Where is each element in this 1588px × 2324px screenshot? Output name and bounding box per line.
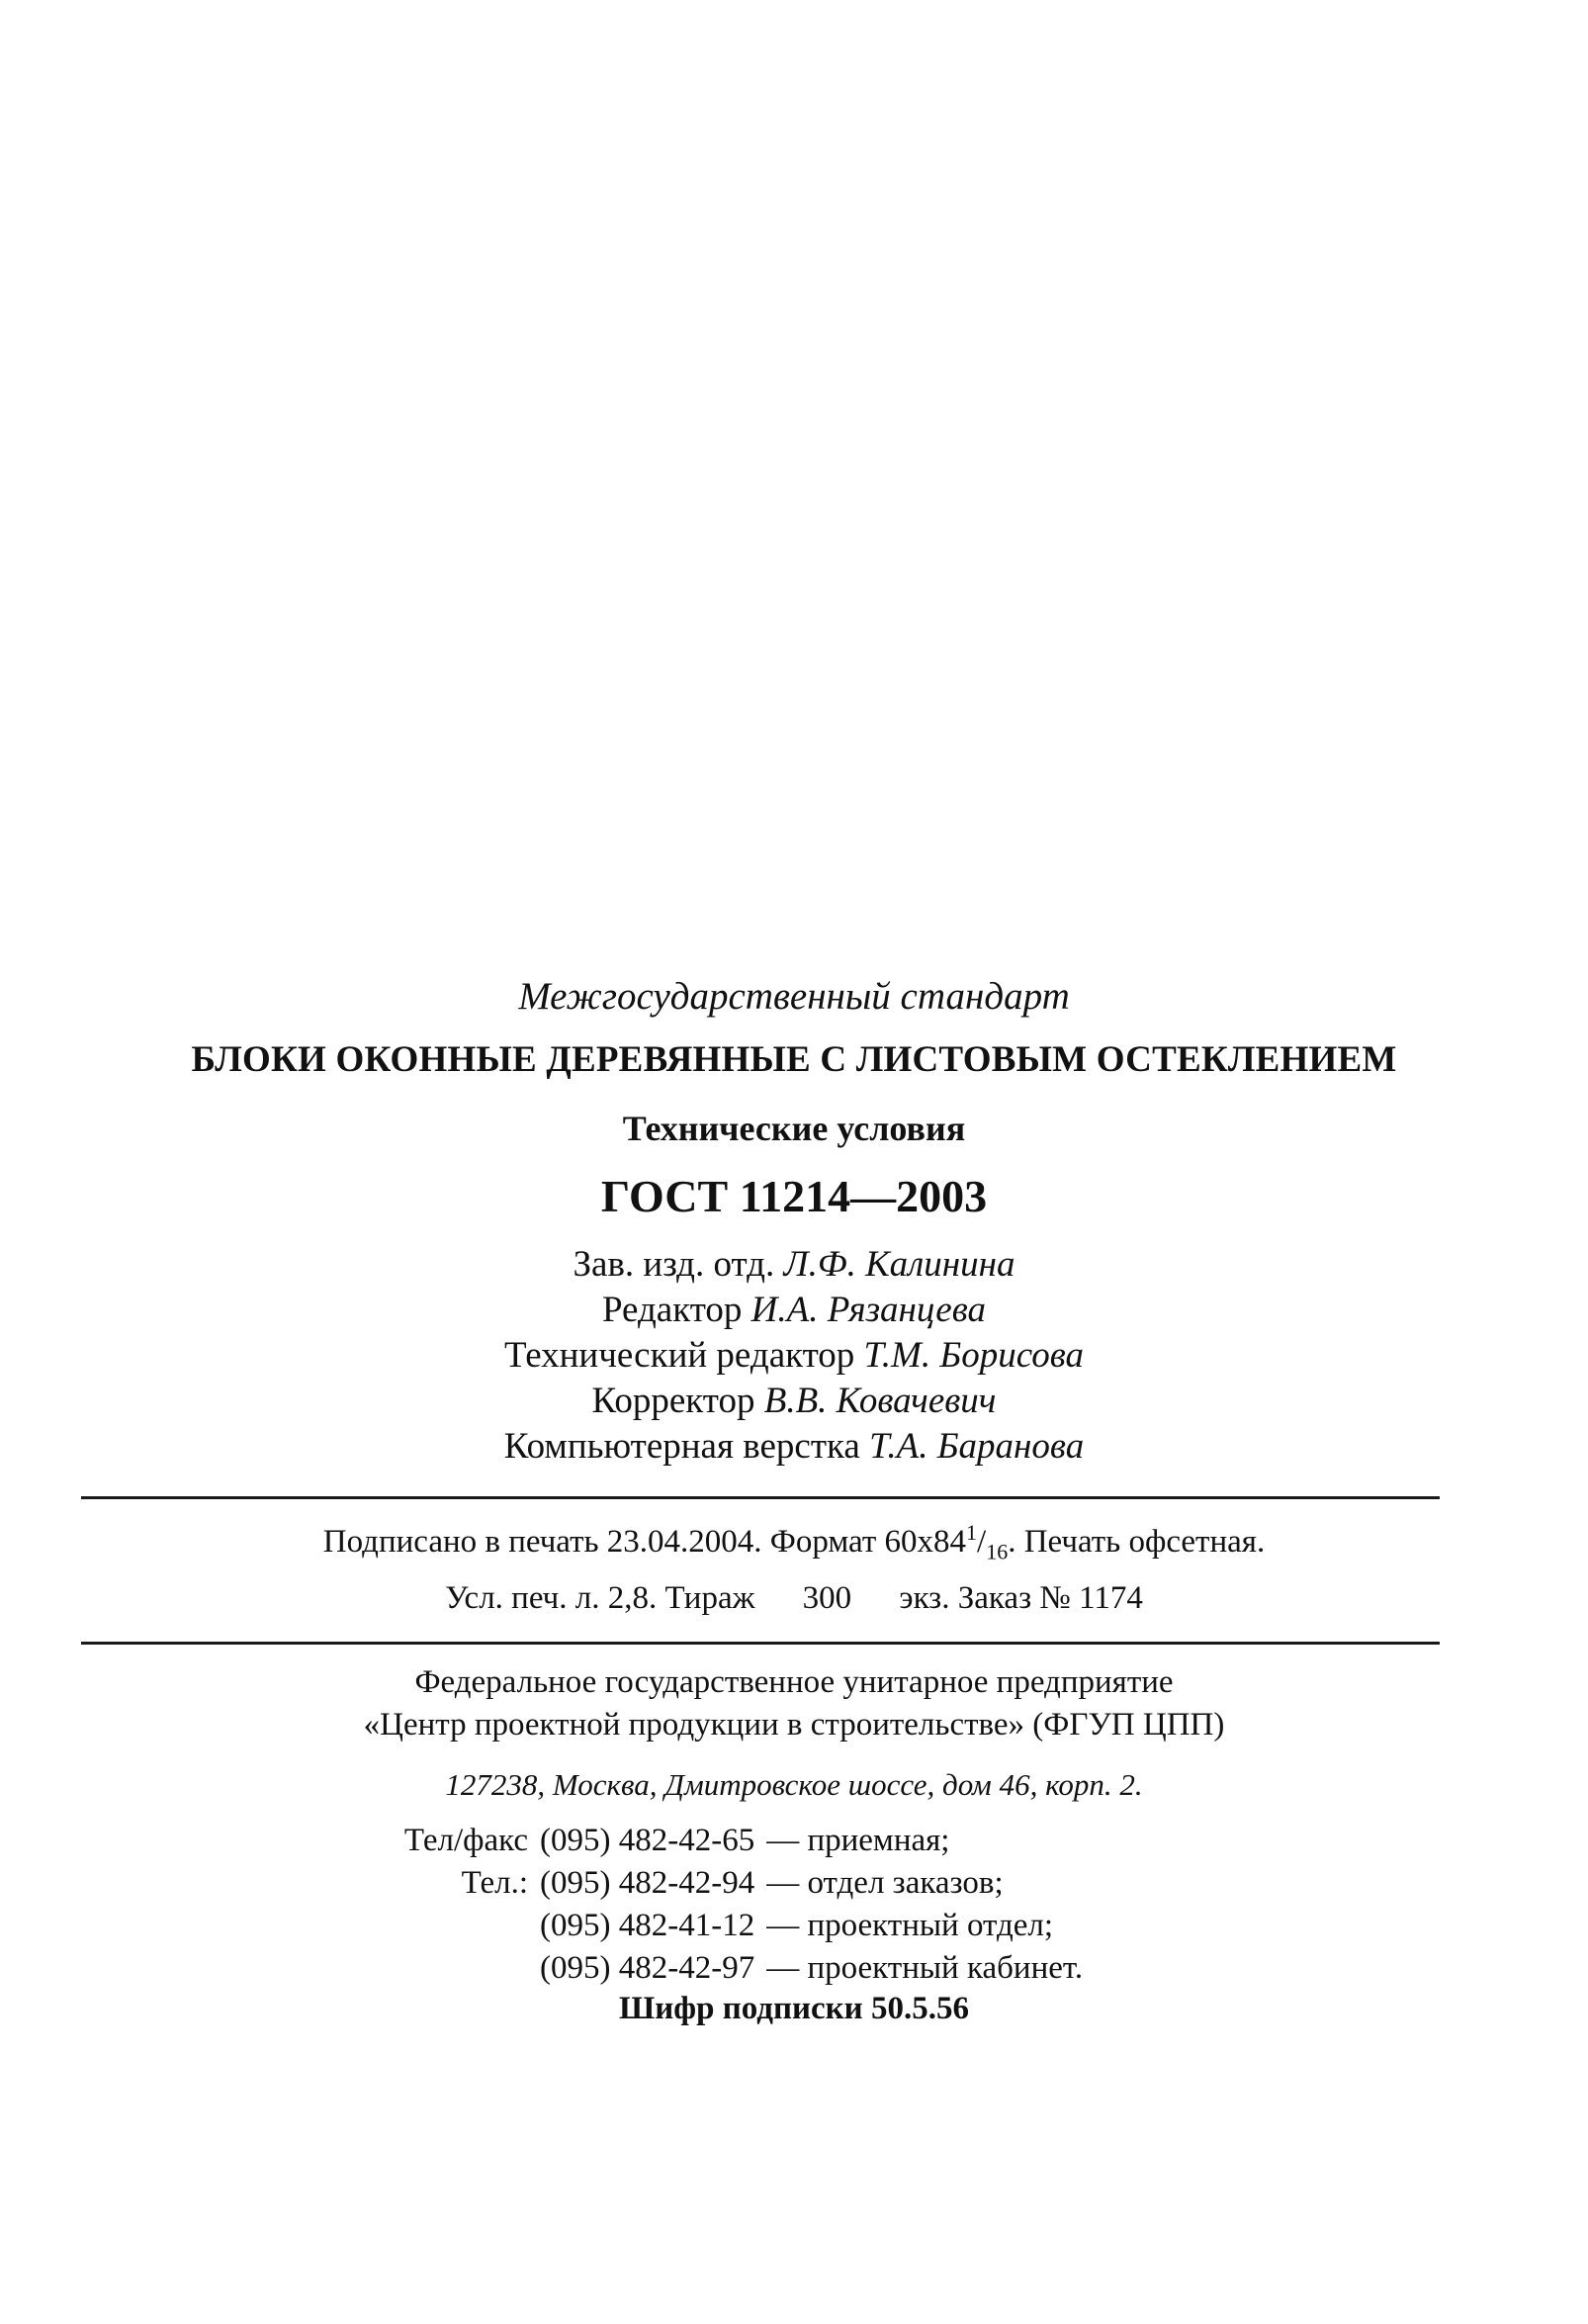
staff-name: И.А. Рязанцева [750,1290,987,1330]
publisher-address: 127238, Москва, Дмитровское шоссе, дом 46, корп. 2. [445,1767,1143,1802]
document-title: БЛОКИ ОКОННЫЕ ДЕРЕВЯННЫЕ С ЛИСТОВЫМ ОСТЕКЛЕНИЕМ [191,1039,1397,1080]
print-signed-line [0,1520,1588,1565]
print-sheets: Усл. печ. л. 2,8. Тираж [445,1580,755,1616]
standard-number: ГОСТ 11214—2003 [600,1171,988,1221]
phone-label: Тел.: [461,1865,528,1901]
series-label: Межгосударственный стандарт [518,975,1070,1018]
phone-number: (095) 482-42-94 [540,1865,755,1901]
phone-number: (095) 482-42-65 [540,1823,755,1858]
subscription-cipher: Шифр подписки 50.5.56 [619,1991,969,2026]
editorial-staff [0,1242,1588,1470]
publisher-name-line-2: «Центр проектной продукции в строительстве» (ФГУП ЦПП) [363,1707,1225,1743]
staff-line [0,1424,1588,1470]
print-order: экз. Заказ № 1174 [899,1580,1143,1616]
staff-line [0,1333,1588,1379]
phone-description: — проектный отдел; [766,1908,1054,1943]
staff-name: Т.А. Баранова [869,1426,1085,1467]
phone-label [356,1947,540,1990]
print-signed-prefix: Подписано в печать 23.04.2004. Формат 60x84 [322,1524,967,1560]
print-run-line [0,1580,1588,1617]
phone-row [356,1947,1083,1990]
format-superscript: 1 [966,1520,978,1545]
phone-number: (095) 482-42-97 [540,1950,755,1986]
staff-role: Редактор [601,1290,743,1330]
format-subscript: 16 [986,1539,1009,1564]
print-circulation: 300 [802,1580,852,1616]
format-slash: / [977,1524,987,1560]
divider-top [81,1496,1440,1499]
phone-description: — приемная; [766,1823,950,1858]
phone-row [356,1905,1083,1947]
phone-row [356,1862,1083,1905]
staff-role: Компьютерная верстка [503,1426,860,1467]
print-signed-suffix: . Печать офсетная. [1008,1524,1266,1560]
staff-name: В.В. Ковачевич [763,1381,997,1421]
staff-line [0,1242,1588,1288]
staff-name: Л.Ф. Калинина [783,1244,1015,1285]
divider-bottom [81,1642,1440,1645]
phone-number: (095) 482-41-12 [540,1908,755,1943]
staff-role: Технический редактор [504,1335,855,1376]
staff-line [0,1379,1588,1424]
phone-description: — отдел заказов; [766,1865,1004,1901]
phone-list [356,1820,1083,1990]
phone-label [356,1905,540,1947]
phone-row [356,1820,1083,1862]
phone-description: — проектный кабинет. [766,1950,1084,1986]
phone-label: Тел/факс [403,1823,528,1858]
publisher-name-line-1: Федеральное государственное унитарное предприятие [414,1664,1174,1700]
staff-role: Корректор [591,1381,755,1421]
staff-role: Зав. изд. отд. [573,1244,775,1285]
document-subtitle: Технические условия [622,1109,966,1148]
staff-line [0,1288,1588,1333]
staff-name: Т.М. Борисова [863,1335,1084,1376]
